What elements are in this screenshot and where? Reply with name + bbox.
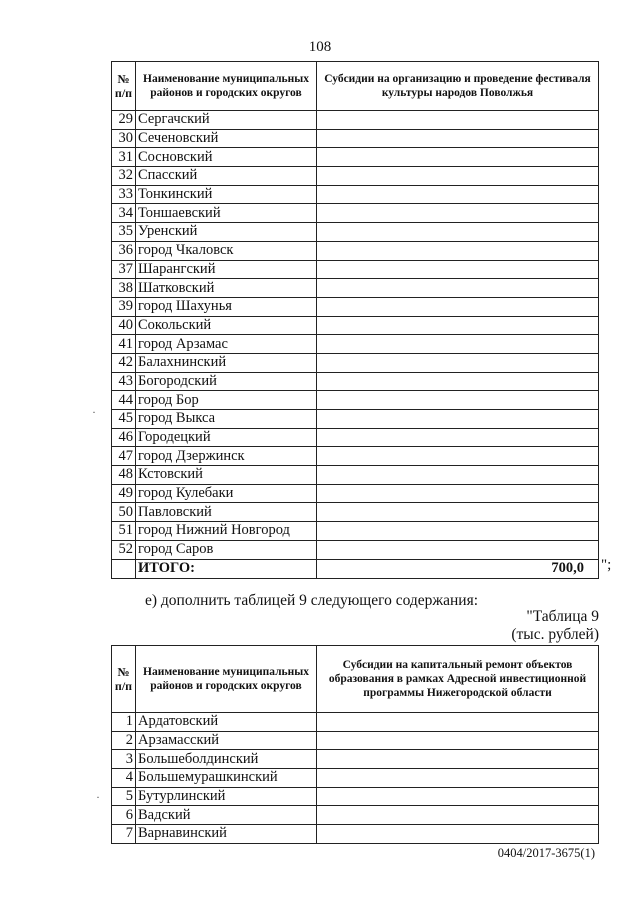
municipality-name: Шарангский: [136, 260, 317, 279]
row-number: 42: [112, 353, 136, 372]
municipality-name: Уренский: [136, 223, 317, 242]
total-row: [112, 559, 599, 578]
total-empty-cell: [112, 559, 136, 578]
subsidy-value-cell: [317, 731, 599, 750]
municipality-name: Городецкий: [136, 428, 317, 447]
subsidy-value-cell: [317, 223, 599, 242]
column-header-name: Наименование муниципальных районов и городских округов: [136, 62, 317, 111]
row-number: 40: [112, 316, 136, 335]
column-header-subsidy: Субсидии на организацию и проведение фестиваля культуры народов Поволжья: [317, 62, 599, 111]
table-row: [112, 503, 599, 522]
row-number: 1: [112, 713, 136, 732]
subsidy-value-cell: [317, 241, 599, 260]
municipality-name: город Арзамас: [136, 335, 317, 354]
table-caption-unit: (тыс. рублей): [511, 626, 599, 643]
municipality-name: Сеченовский: [136, 129, 317, 148]
row-number: 47: [112, 447, 136, 466]
row-number: 33: [112, 185, 136, 204]
municipality-name: Большеболдинский: [136, 750, 317, 769]
table-row: [112, 167, 599, 186]
table-row: [112, 466, 599, 485]
table-row: [112, 279, 599, 298]
subsidy-value-cell: [317, 503, 599, 522]
municipality-name: Тонкинский: [136, 185, 317, 204]
subsidy-value-cell: [317, 522, 599, 541]
subsidy-value-cell: [317, 372, 599, 391]
table-row: [112, 204, 599, 223]
table-row: [112, 447, 599, 466]
municipality-name: Павловский: [136, 503, 317, 522]
table-row: [112, 148, 599, 167]
municipality-name: Вадский: [136, 806, 317, 825]
row-number: 43: [112, 372, 136, 391]
table-body: [112, 111, 599, 560]
row-number: 36: [112, 241, 136, 260]
subsidy-value-cell: [317, 806, 599, 825]
row-number: 7: [112, 825, 136, 844]
table-row: [112, 787, 599, 806]
subsidy-value-cell: [317, 466, 599, 485]
subsidy-value-cell: [317, 148, 599, 167]
row-number: 52: [112, 540, 136, 559]
municipality-name: Большемурашкинский: [136, 769, 317, 788]
table-row: [112, 540, 599, 559]
subsidy-value-cell: [317, 111, 599, 130]
municipality-name: Ардатовский: [136, 713, 317, 732]
margin-dot: ·: [92, 405, 96, 419]
table-row: [112, 372, 599, 391]
row-number: 48: [112, 466, 136, 485]
table-row: [112, 391, 599, 410]
table-row: [112, 223, 599, 242]
row-number: 49: [112, 484, 136, 503]
row-number: 35: [112, 223, 136, 242]
row-number: 31: [112, 148, 136, 167]
municipality-name: город Выкса: [136, 410, 317, 429]
municipality-name: Балахнинский: [136, 353, 317, 372]
row-number: 39: [112, 297, 136, 316]
row-number: 41: [112, 335, 136, 354]
subsidy-value-cell: [317, 167, 599, 186]
subsidy-value-cell: [317, 316, 599, 335]
row-number: 2: [112, 731, 136, 750]
margin-dot: ·: [96, 790, 100, 804]
row-number: 5: [112, 787, 136, 806]
table-row: [112, 260, 599, 279]
table-row: [112, 825, 599, 844]
municipality-name: город Саров: [136, 540, 317, 559]
table-body: [112, 713, 599, 844]
row-number: 4: [112, 769, 136, 788]
subsidy-table-repair: [111, 645, 599, 844]
table-row: [112, 129, 599, 148]
table-row: [112, 522, 599, 541]
municipality-name: город Бор: [136, 391, 317, 410]
subsidy-value-cell: [317, 260, 599, 279]
subsidy-value-cell: [317, 540, 599, 559]
total-value: 700,0: [317, 559, 599, 578]
municipality-name: город Дзержинск: [136, 447, 317, 466]
table-row: [112, 111, 599, 130]
table-row: [112, 750, 599, 769]
row-number: 50: [112, 503, 136, 522]
subsidy-value-cell: [317, 410, 599, 429]
table-row: [112, 484, 599, 503]
municipality-name: Спасский: [136, 167, 317, 186]
subsidy-value-cell: [317, 447, 599, 466]
subsidy-value-cell: [317, 353, 599, 372]
table-row: [112, 335, 599, 354]
subsidy-value-cell: [317, 185, 599, 204]
municipality-name: город Чкаловск: [136, 241, 317, 260]
total-label: ИТОГО:: [136, 559, 317, 578]
row-number: 29: [112, 111, 136, 130]
column-header-subsidy: Субсидии на капитальный ремонт объектов образования в рамках Адресной инвестиционной программы Нижегородской области: [317, 646, 599, 713]
closing-quote-mark: ";: [601, 557, 612, 573]
row-number: 32: [112, 167, 136, 186]
subsidy-value-cell: [317, 428, 599, 447]
municipality-name: Кстовский: [136, 466, 317, 485]
municipality-name: Богородский: [136, 372, 317, 391]
subsidy-value-cell: [317, 204, 599, 223]
row-number: 44: [112, 391, 136, 410]
table-row: [112, 769, 599, 788]
subsidy-value-cell: [317, 484, 599, 503]
subsidy-value-cell: [317, 391, 599, 410]
table-row: [112, 806, 599, 825]
row-number: 30: [112, 129, 136, 148]
table-row: [112, 185, 599, 204]
subsidy-table-festival: [111, 61, 599, 579]
table-row: [112, 428, 599, 447]
subsidy-value-cell: [317, 787, 599, 806]
row-number: 3: [112, 750, 136, 769]
column-header-number: № п/п: [112, 646, 136, 713]
row-number: 34: [112, 204, 136, 223]
municipality-name: Сосновский: [136, 148, 317, 167]
municipality-name: город Кулебаки: [136, 484, 317, 503]
row-number: 6: [112, 806, 136, 825]
table-caption: [511, 608, 599, 644]
subsidy-value-cell: [317, 750, 599, 769]
municipality-name: Тоншаевский: [136, 204, 317, 223]
municipality-name: Шатковский: [136, 279, 317, 298]
table-row: [112, 297, 599, 316]
municipality-name: Сергачский: [136, 111, 317, 130]
table-row: [112, 241, 599, 260]
municipality-name: Варнавинский: [136, 825, 317, 844]
municipality-name: Бутурлинский: [136, 787, 317, 806]
municipality-name: Арзамасский: [136, 731, 317, 750]
table-row: [112, 353, 599, 372]
subsidy-value-cell: [317, 335, 599, 354]
municipality-name: город Шахунья: [136, 297, 317, 316]
row-number: 37: [112, 260, 136, 279]
row-number: 38: [112, 279, 136, 298]
table-row: [112, 713, 599, 732]
subsidy-value-cell: [317, 129, 599, 148]
table-header-row: [112, 646, 599, 713]
table-caption-title: "Таблица 9: [526, 608, 599, 625]
subsidy-value-cell: [317, 713, 599, 732]
document-code: 0404/2017-3675(1): [497, 846, 595, 860]
row-number: 45: [112, 410, 136, 429]
table-row: [112, 731, 599, 750]
table-row: [112, 410, 599, 429]
municipality-name: город Нижний Новгород: [136, 522, 317, 541]
column-header-name: Наименование муниципальных районов и городских округов: [136, 646, 317, 713]
table-row: [112, 316, 599, 335]
row-number: 46: [112, 428, 136, 447]
table-header-row: [112, 62, 599, 111]
row-number: 51: [112, 522, 136, 541]
municipality-name: Сокольский: [136, 316, 317, 335]
subsidy-value-cell: [317, 279, 599, 298]
subsidy-value-cell: [317, 297, 599, 316]
subsidy-value-cell: [317, 825, 599, 844]
page-number: 108: [308, 39, 332, 55]
column-header-number: № п/п: [112, 62, 136, 111]
instruction-text: е) дополнить таблицей 9 следующего содержания:: [145, 592, 479, 609]
subsidy-value-cell: [317, 769, 599, 788]
